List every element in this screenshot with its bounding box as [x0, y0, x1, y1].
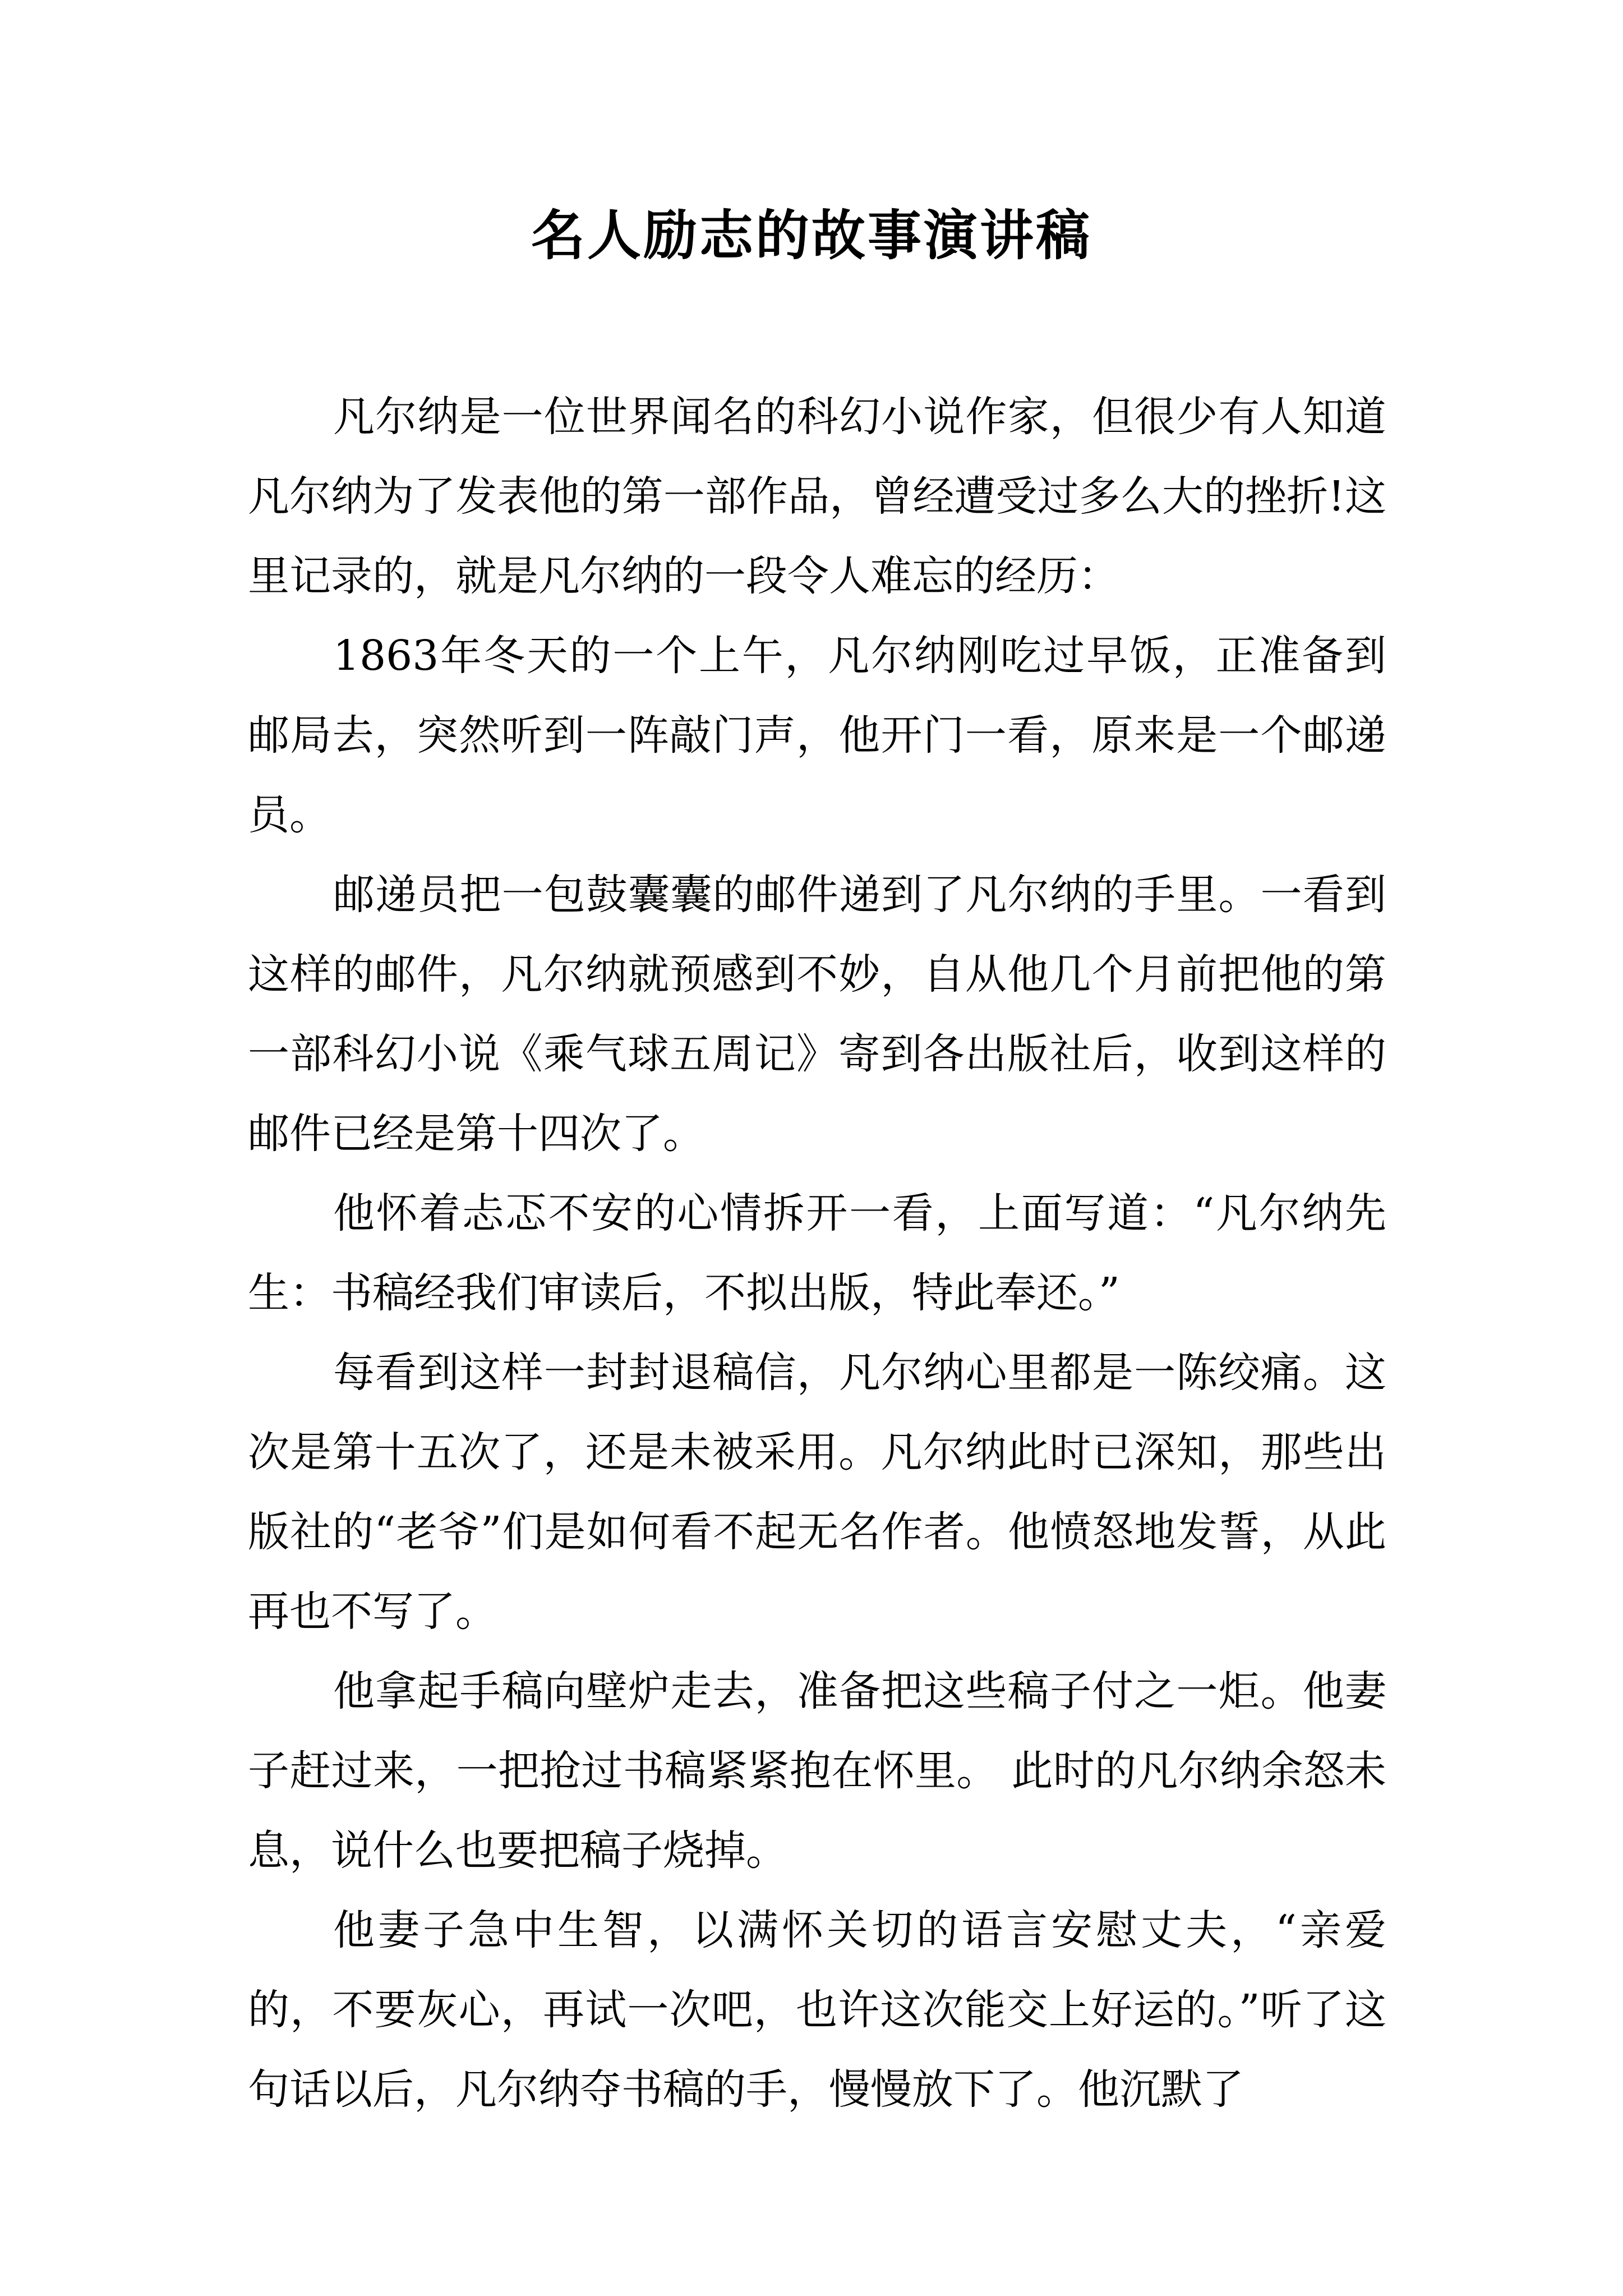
paragraph: 他拿起手稿向壁炉走去，准备把这些稿子付之一炬。他妻子赶过来，一把抢过书稿紧紧抱在怀里。 此时的凡尔纳余怒未息，说什么也要把稿子烧掉。 — [248, 1667, 1386, 1875]
paragraph: 1863年冬天的一个上午，凡尔纳刚吃过早饭，正准备到邮局去，突然听到一阵敲门声，他开门一看，原来是一个邮递员。 — [248, 632, 1386, 839]
paragraph: 邮递员把一包鼓囊囊的邮件递到了凡尔纳的手里。一看到这样的邮件，凡尔纳就预感到不妙，自从他几个月前把他的第一部科幻小说《乘气球五周记》寄到各出版社后，收到这样的邮件已经是第十四次了。 — [248, 871, 1386, 1158]
paragraph: 每看到这样一封封退稿信，凡尔纳心里都是一陈绞痛。这次是第十五次了，还是未被采用。凡尔纳此时已深知，那些出版社的“老爷”们是如何看不起无名作者。他愤怒地发誓，从此再也不写了。 — [248, 1349, 1386, 1636]
paragraph: 他怀着忐忑不安的心情拆开一看，上面写道：“凡尔纳先生：书稿经我们审读后，不拟出版，特此奉还。” — [248, 1189, 1386, 1317]
document-body — [248, 377, 1386, 2129]
paragraph: 他妻子急中生智，以满怀关切的语言安慰丈夫，“亲爱的，不要灰心，再试一次吧，也许这次能交上好运的。”听了这句话以后，凡尔纳夺书稿的手，慢慢放下了。他沉默了 — [248, 1906, 1386, 2114]
paragraph: 凡尔纳是一位世界闻名的科幻小说作家，但很少有人知道凡尔纳为了发表他的第一部作品，曾经遭受过多么大的挫折!这里记录的，就是凡尔纳的一段令人难忘的经历： — [248, 393, 1386, 600]
document-title: 名人励志的故事演讲稿 — [531, 204, 1092, 267]
